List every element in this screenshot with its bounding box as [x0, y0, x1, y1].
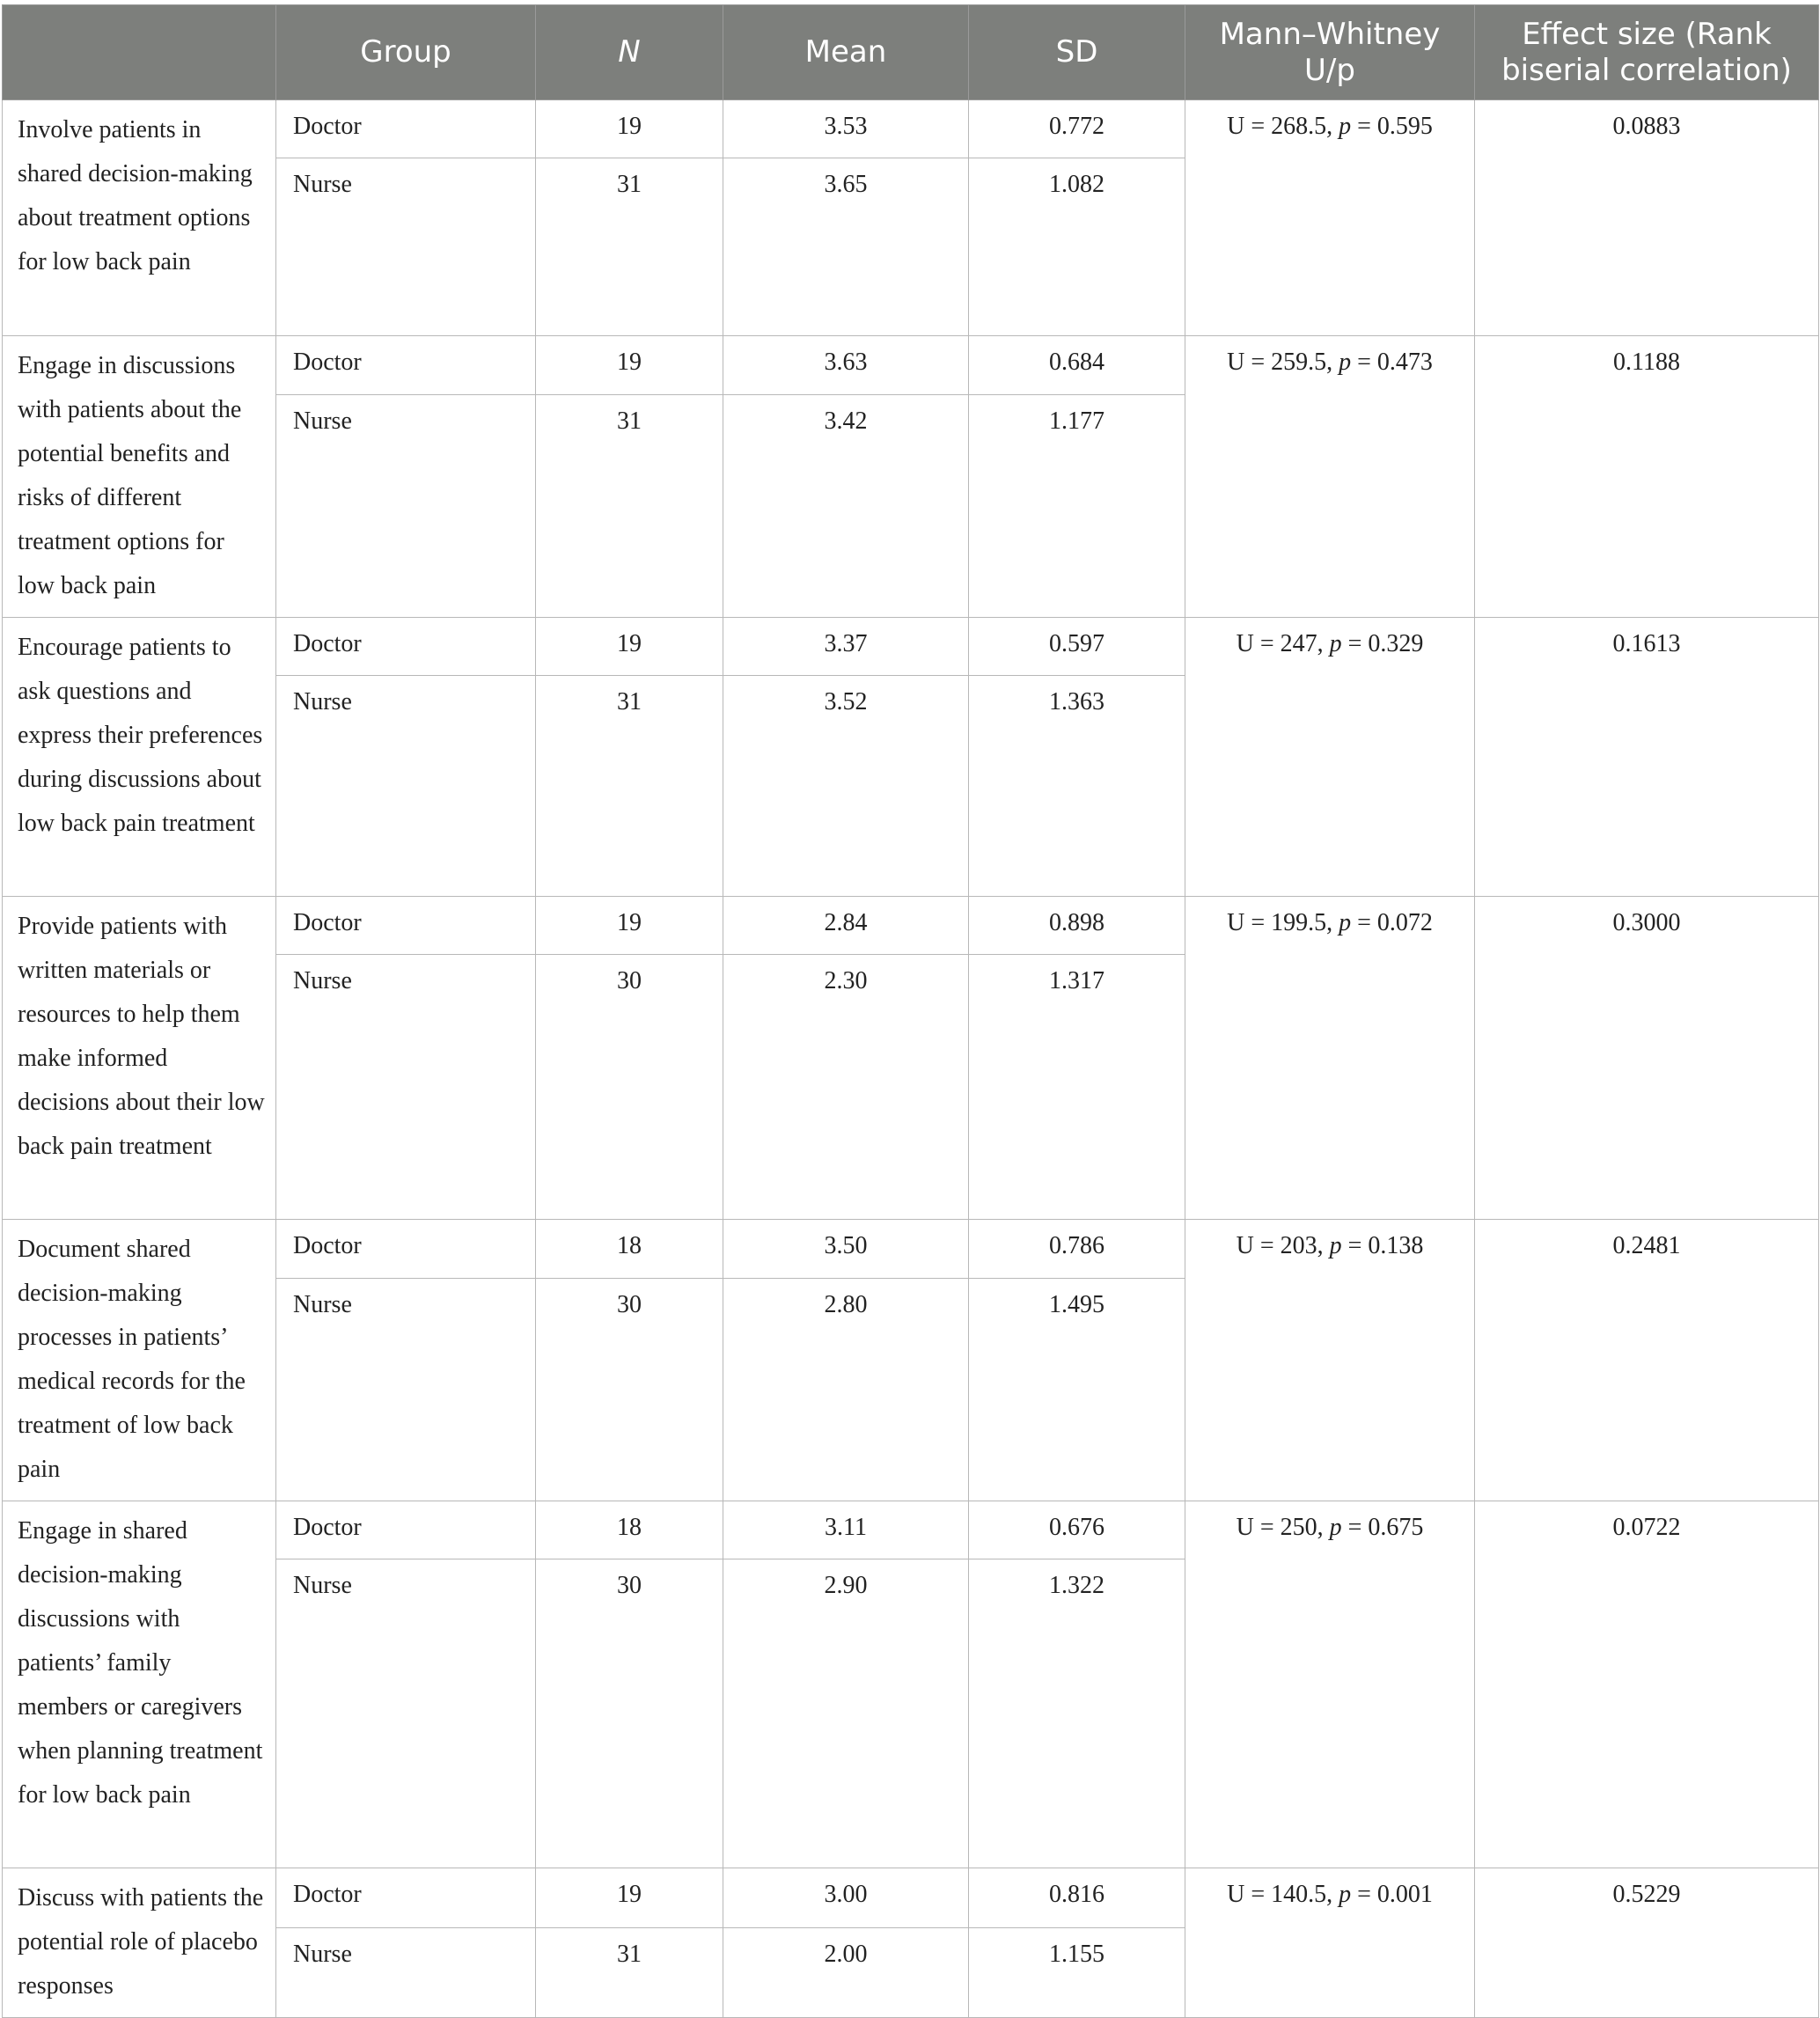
- p-label: p: [1329, 1232, 1342, 1259]
- mann-whitney-cell: [1185, 336, 1475, 618]
- u-value: U = 268.5,: [1227, 113, 1333, 140]
- p-label: p: [1329, 630, 1342, 657]
- group-cell: Doctor: [276, 1501, 536, 1559]
- effect-size-cell: 0.1613: [1475, 618, 1819, 897]
- header-mann-whitney: Mann–Whitney U/p: [1185, 5, 1475, 100]
- n-cell: 30: [536, 1559, 723, 1868]
- mean-cell: 3.42: [723, 394, 969, 617]
- effect-size-cell: 0.5229: [1475, 1868, 1819, 2018]
- mean-cell: 2.84: [723, 897, 969, 955]
- p-label: p: [1339, 909, 1352, 936]
- n-cell: 31: [536, 1927, 723, 2017]
- sd-cell: 0.786: [969, 1220, 1185, 1279]
- sd-cell: 0.597: [969, 618, 1185, 676]
- p-value: = 0.675: [1347, 1514, 1424, 1541]
- group-cell: Nurse: [276, 1559, 536, 1868]
- group-cell: Nurse: [276, 158, 536, 336]
- n-cell: 19: [536, 1868, 723, 1928]
- sd-cell: 0.898: [969, 897, 1185, 955]
- u-value: U = 250,: [1236, 1514, 1324, 1541]
- p-value: = 0.595: [1357, 113, 1433, 140]
- p-label: p: [1339, 1881, 1352, 1908]
- u-value: U = 203,: [1236, 1232, 1324, 1259]
- sd-cell: 1.155: [969, 1927, 1185, 2017]
- effect-size-cell: 0.1188: [1475, 336, 1819, 618]
- n-cell: 31: [536, 676, 723, 897]
- mean-cell: 3.37: [723, 618, 969, 676]
- sd-cell: 0.676: [969, 1501, 1185, 1559]
- mean-cell: 3.63: [723, 336, 969, 395]
- group-cell: Nurse: [276, 955, 536, 1220]
- table-header: [3, 5, 1819, 100]
- n-cell: 19: [536, 897, 723, 955]
- n-cell: 30: [536, 1278, 723, 1501]
- mean-cell: 3.53: [723, 100, 969, 158]
- sd-cell: 1.322: [969, 1559, 1185, 1868]
- mean-cell: 2.00: [723, 1927, 969, 2017]
- u-value: U = 259.5,: [1227, 349, 1333, 376]
- p-label: p: [1329, 1514, 1342, 1541]
- mann-whitney-cell: [1185, 1220, 1475, 1501]
- group-cell: Doctor: [276, 1868, 536, 1928]
- item-cell: Encourage patients to ask questions and express their preferences during discussions about low back pain treatment: [3, 618, 276, 897]
- mean-cell: 2.80: [723, 1278, 969, 1501]
- item-cell: Discuss with patients the potential role of placebo responses: [3, 1868, 276, 2018]
- u-value: U = 140.5,: [1227, 1881, 1333, 1908]
- header-n: N: [536, 5, 723, 100]
- n-cell: 19: [536, 336, 723, 395]
- header-mean: Mean: [723, 5, 969, 100]
- mean-cell: 3.11: [723, 1501, 969, 1559]
- table-row: [3, 1868, 1819, 1928]
- n-cell: 19: [536, 100, 723, 158]
- n-cell: 31: [536, 394, 723, 617]
- group-cell: Doctor: [276, 1220, 536, 1279]
- effect-size-cell: 0.0722: [1475, 1501, 1819, 1868]
- item-cell: Provide patients with written materials or resources to help them make informed decisions about their low back pain treatment: [3, 897, 276, 1220]
- table-row: [3, 1220, 1819, 1279]
- u-value: U = 247,: [1236, 630, 1324, 657]
- mann-whitney-cell: [1185, 618, 1475, 897]
- group-cell: Doctor: [276, 336, 536, 395]
- table-row: [3, 897, 1819, 955]
- table-row: [3, 618, 1819, 676]
- n-cell: 19: [536, 618, 723, 676]
- effect-size-cell: 0.2481: [1475, 1220, 1819, 1501]
- sd-cell: 0.772: [969, 100, 1185, 158]
- n-cell: 18: [536, 1501, 723, 1559]
- mean-cell: 3.00: [723, 1868, 969, 1928]
- sd-cell: 1.082: [969, 158, 1185, 336]
- sd-cell: 0.684: [969, 336, 1185, 395]
- table-row: [3, 100, 1819, 158]
- sd-cell: 1.177: [969, 394, 1185, 617]
- mean-cell: 2.30: [723, 955, 969, 1220]
- mann-whitney-cell: [1185, 1868, 1475, 2018]
- item-cell: Engage in discussions with patients about the potential benefits and risks of different treatment options for low back pain: [3, 336, 276, 618]
- group-cell: Nurse: [276, 1927, 536, 2017]
- p-value: = 0.138: [1347, 1232, 1424, 1259]
- group-cell: Doctor: [276, 618, 536, 676]
- mann-whitney-cell: [1185, 897, 1475, 1220]
- mean-cell: 3.65: [723, 158, 969, 336]
- group-cell: Nurse: [276, 1278, 536, 1501]
- group-cell: Nurse: [276, 676, 536, 897]
- p-value: = 0.473: [1357, 349, 1433, 376]
- table-row: [3, 1501, 1819, 1559]
- item-cell: Involve patients in shared decision-making about treatment options for low back pain: [3, 100, 276, 336]
- header-group: Group: [276, 5, 536, 100]
- results-table: [2, 4, 1819, 2018]
- group-cell: Doctor: [276, 897, 536, 955]
- header-effect-size: Effect size (Rank biserial correlation): [1475, 5, 1819, 100]
- p-value: = 0.072: [1357, 909, 1433, 936]
- item-cell: Engage in shared decision-making discussions with patients’ family members or caregivers when planning treatment for low back pain: [3, 1501, 276, 1868]
- p-label: p: [1339, 349, 1352, 376]
- group-cell: Doctor: [276, 100, 536, 158]
- mean-cell: 2.90: [723, 1559, 969, 1868]
- n-cell: 30: [536, 955, 723, 1220]
- mann-whitney-cell: [1185, 100, 1475, 336]
- effect-size-cell: 0.0883: [1475, 100, 1819, 336]
- p-value: = 0.329: [1347, 630, 1424, 657]
- p-value: = 0.001: [1357, 1881, 1433, 1908]
- mann-whitney-cell: [1185, 1501, 1475, 1868]
- mean-cell: 3.52: [723, 676, 969, 897]
- table-row: [3, 336, 1819, 395]
- item-cell: Document shared decision-making processes in patients’ medical records for the treatment of low back pain: [3, 1220, 276, 1501]
- header-sd: SD: [969, 5, 1185, 100]
- n-cell: 18: [536, 1220, 723, 1279]
- effect-size-cell: 0.3000: [1475, 897, 1819, 1220]
- header-item: [3, 5, 276, 100]
- group-cell: Nurse: [276, 394, 536, 617]
- u-value: U = 199.5,: [1227, 909, 1333, 936]
- header-row: [3, 5, 1819, 100]
- p-label: p: [1339, 113, 1352, 140]
- sd-cell: 1.495: [969, 1278, 1185, 1501]
- mean-cell: 3.50: [723, 1220, 969, 1279]
- table-body: [3, 100, 1819, 2018]
- sd-cell: 1.363: [969, 676, 1185, 897]
- sd-cell: 0.816: [969, 1868, 1185, 1928]
- sd-cell: 1.317: [969, 955, 1185, 1220]
- n-cell: 31: [536, 158, 723, 336]
